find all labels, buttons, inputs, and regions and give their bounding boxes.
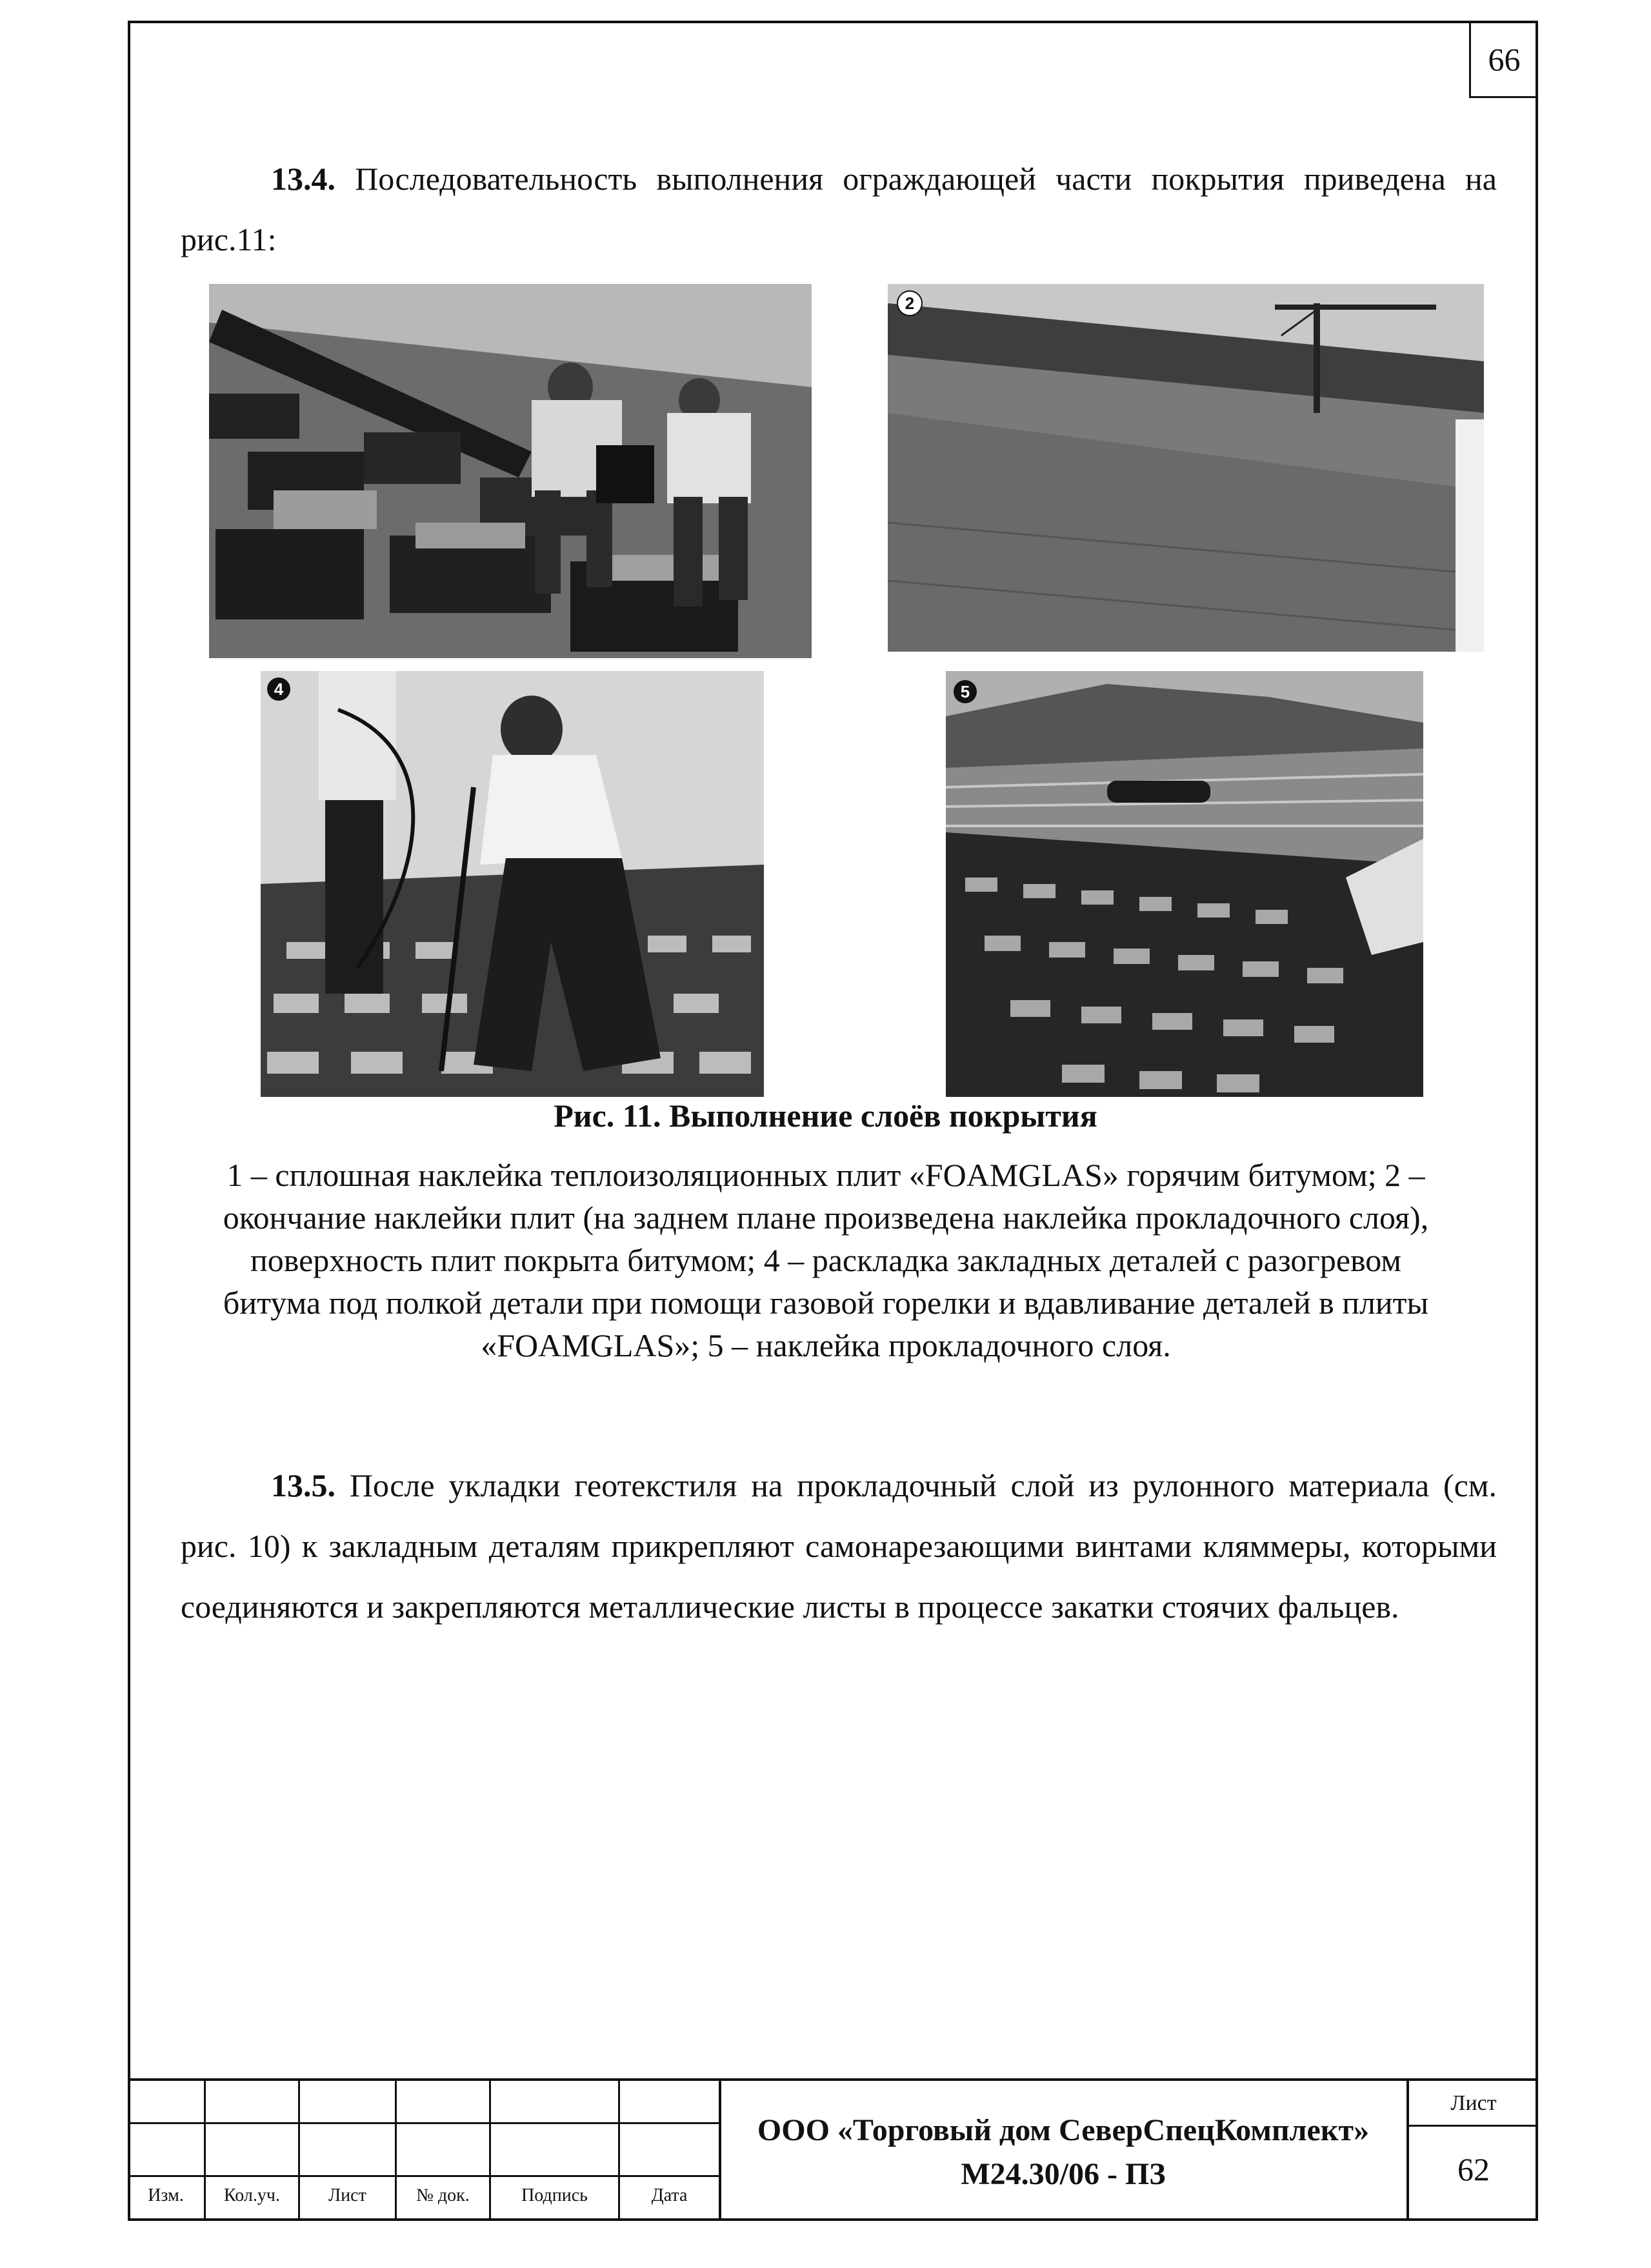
- col-list: Лист: [328, 2185, 366, 2205]
- photo-4-placing-details: [261, 671, 764, 1097]
- col-izm: Изм.: [148, 2185, 184, 2205]
- section-13-5-number: 13.5.: [271, 1467, 335, 1503]
- figure-caption: 1 – сплошная наклейка теплоизоляционных плит «FOAMGLAS» горячим битумом; 2 – окончание наклейки плит (на заднем плане произведена наклейка прокладочного слоя), поверхность плит покрыта битумом; 4 – раскладка закладных деталей с разогревом битума под полкой детали при помощи газовой горелки и вдавливание деталей в плиты «FOAMGLAS»; 5 – наклейка прокладочного слоя.: [223, 1157, 1429, 1363]
- photo-2-finished-slabs: [888, 284, 1484, 652]
- section-13-4-text: Последовательность выполнения ограждающей части покрытия приведена на рис.11:: [181, 161, 1497, 257]
- photo-5-number-badge: 5: [954, 680, 977, 703]
- col-signature: Подпись: [521, 2185, 588, 2205]
- section-13-4-number: 13.4.: [271, 161, 335, 197]
- section-13-5-text: После укладки геотекстиля на прокладочный слой из рулонного материала (см. рис. 10) к закладным деталям прикрепляют самонарезающими винтами кляммеры, которыми соединяются и закрепляются металлические листы в процессе закатки стоячих фальцев.: [181, 1467, 1497, 1625]
- col-kol-uch: Кол.уч.: [224, 2185, 280, 2205]
- photo-2-number-badge: 2: [897, 290, 923, 316]
- section-13-4: [181, 148, 1497, 270]
- photo-1-laying-slabs: [209, 284, 812, 658]
- section-13-5: [181, 1455, 1497, 1637]
- figure-title: Рис. 11. Выполнение слоёв покрытия: [554, 1098, 1097, 1134]
- col-date: Дата: [651, 2185, 688, 2205]
- sheet-number: 62: [1457, 2151, 1490, 2187]
- photo-5-membrane-laying: [946, 671, 1423, 1097]
- title-block: [128, 2078, 1538, 2221]
- sheet-label: Лист: [1450, 2091, 1497, 2115]
- document-code: М24.30/06 - ПЗ: [961, 2157, 1166, 2191]
- corner-page-number: 66: [1469, 22, 1537, 98]
- col-doc-no: № док.: [416, 2185, 470, 2205]
- photo-4-number-badge: 4: [267, 677, 290, 701]
- company-name: ООО «Торговый дом СеверСпецКомплект»: [757, 2113, 1370, 2147]
